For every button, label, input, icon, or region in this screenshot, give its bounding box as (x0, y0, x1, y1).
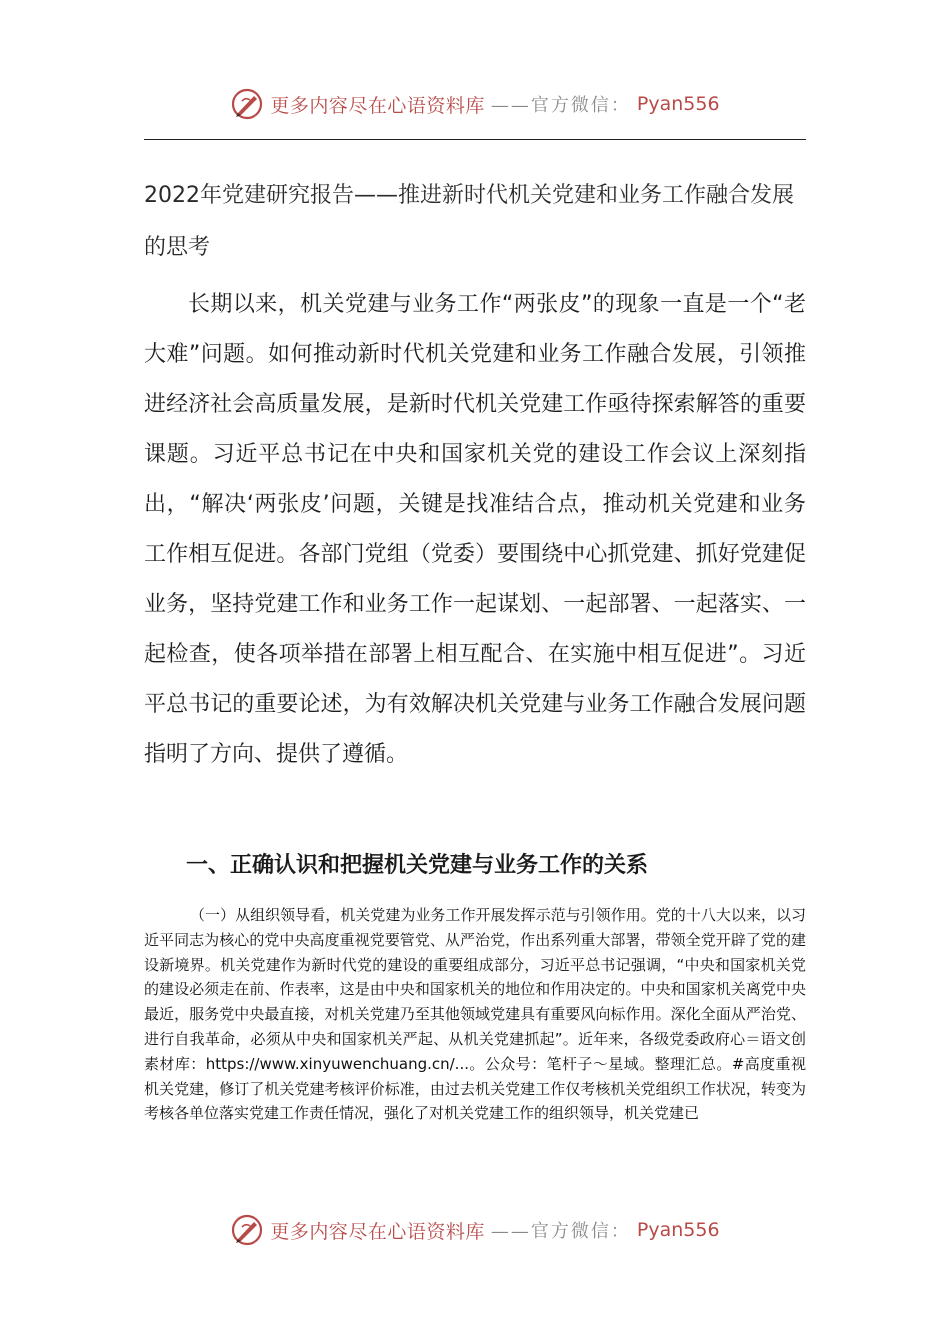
banner-wechat-id: Pyan556 (636, 93, 720, 115)
banner-wechat-id: Pyan556 (636, 1219, 720, 1241)
banner-wechat-label: ——官方微信： (490, 1221, 631, 1242)
document-title: 2022年党建研究报告——推进新时代机关党建和业务工作融合发展的思考 (144, 183, 794, 260)
banner-slogan: 更多内容尽在心语资料库 (270, 94, 485, 117)
pen-logo-icon (230, 87, 264, 121)
intro-paragraph: 长期以来，机关党建与业务工作“两张皮”的现象一直是一个“老大难”问题。如何推动新时代机关党建和业务工作融合发展，引领推进经济社会高质量发展，是新时代机关党建工作亟待探索解答的重要课题。习近平总书记在中央和国家机关党的建设工作会议上深刻指出，“解决‘两张皮’问题，关键是找准结合点，推动机关党建和业务工作相互促进。各部门党组（党委）要围绕中心抓党建、抓好党建促业务，坚持党建工作和业务工作一起谋划、一起部署、一起落实、一起检查，使各项举措在部署上相互配合、在实施中相互促进”。习近平总书记的重要论述，为有效解决机关党建与业务工作融合发展问题指明了方向、提供了遵循。 (144, 292, 806, 767)
banner-wechat-label: ——官方微信： (490, 95, 631, 116)
banner-slogan: 更多内容尽在心语资料库 (270, 1220, 485, 1243)
footer-banner (0, 1210, 950, 1250)
pen-logo-icon (230, 1213, 264, 1247)
header-divider (144, 139, 806, 140)
header-banner (0, 84, 950, 124)
section-paragraph: （一）从组织领导看，机关党建为业务工作开展发挥示范与引领作用。党的十八大以来，以习近平同志为核心的党中央高度重视党要管党、从严治党，作出系列重大部署，带领全党开辟了党的建设新境界。机关党建作为新时代党的建设的重要组成部分，习近平总书记强调，“中央和国家机关党的建设必须走在前、作表率，这是由中央和国家机关的地位和作用决定的。中央和国家机关离党中央最近，服务党中央最直接，对机关党建乃至其他领域党建具有重要风向标作用。深化全面从严治党、进行自我革命，必须从中央和国家机关严起、从机关党建抓起”。近年来，各级党委政府心＝语文创素材库：https://www.xinyuwenchuang.cn/...。公众号：笔杆子～星域。整理汇总。#高度重视机关党建，修订了机关党建考核评价标准，由过去机关党建工作仅考核机关党组织工作状况，转变为考核各单位落实党建工作责任情况，强化了对机关党建工作的组织领导，机关党建已 (144, 906, 806, 1123)
section-heading: 一、正确认识和把握机关党建与业务工作的关系 (186, 853, 649, 878)
